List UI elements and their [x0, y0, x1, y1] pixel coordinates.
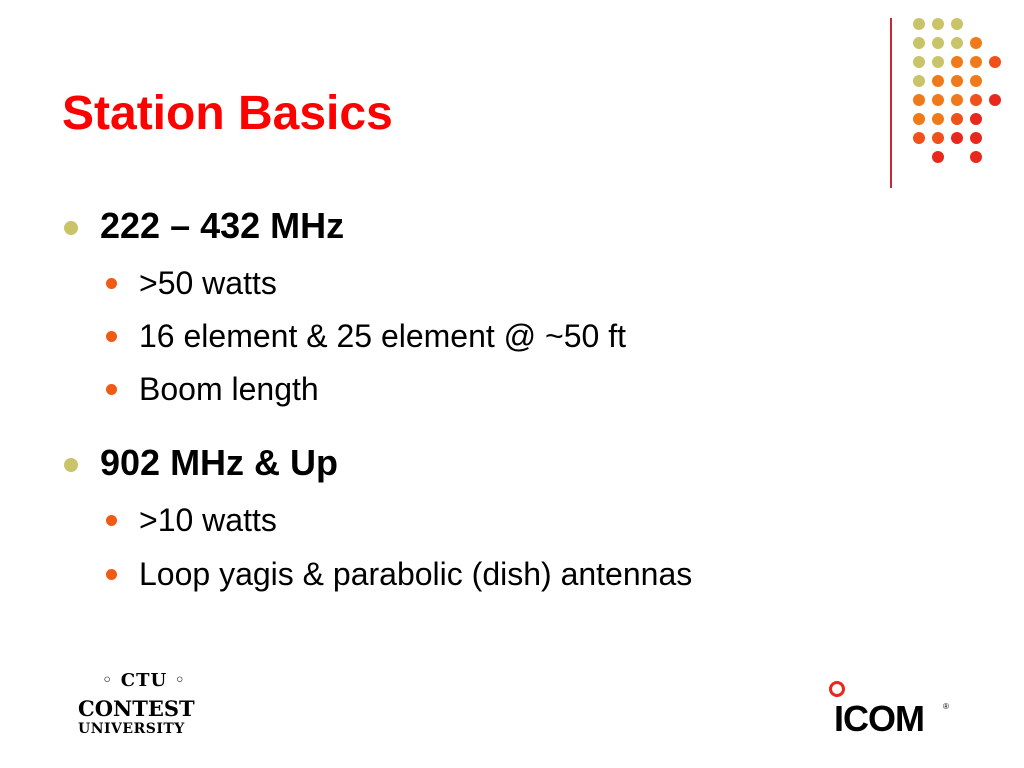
bullet-level2-icon — [106, 569, 117, 580]
list-item: 16 element & 25 element @ ~50 ft — [139, 318, 626, 354]
list-item: Loop yagis & parabolic (dish) antennas — [139, 556, 693, 592]
bullet-level2-icon — [106, 331, 117, 342]
bullet-level2-icon — [106, 515, 117, 526]
bullet-level1-icon — [64, 221, 78, 235]
ctu-logo-mark: ◦ CTU ◦ — [101, 670, 187, 691]
bullet-level2-icon — [106, 384, 117, 395]
registered-mark: ® — [943, 702, 949, 711]
bullet-level1-icon — [64, 458, 78, 472]
ctu-logo-subtitle: UNIVERSITY — [78, 721, 185, 737]
slide-title: Station Basics — [62, 87, 393, 140]
list-item: >10 watts — [139, 502, 277, 538]
bullet-level2-icon — [106, 278, 117, 289]
section-heading: 222 – 432 MHz — [100, 205, 345, 246]
section-heading: 902 MHz & Up — [100, 442, 339, 483]
ring-icon — [829, 681, 845, 697]
ctu-logo-name: CONTEST — [78, 696, 195, 721]
icom-logo — [826, 680, 956, 740]
icom-logo-name: ICOM — [834, 698, 924, 739]
list-item: >50 watts — [139, 265, 277, 301]
contest-university-logo — [78, 670, 208, 740]
list-item: Boom length — [139, 371, 319, 407]
